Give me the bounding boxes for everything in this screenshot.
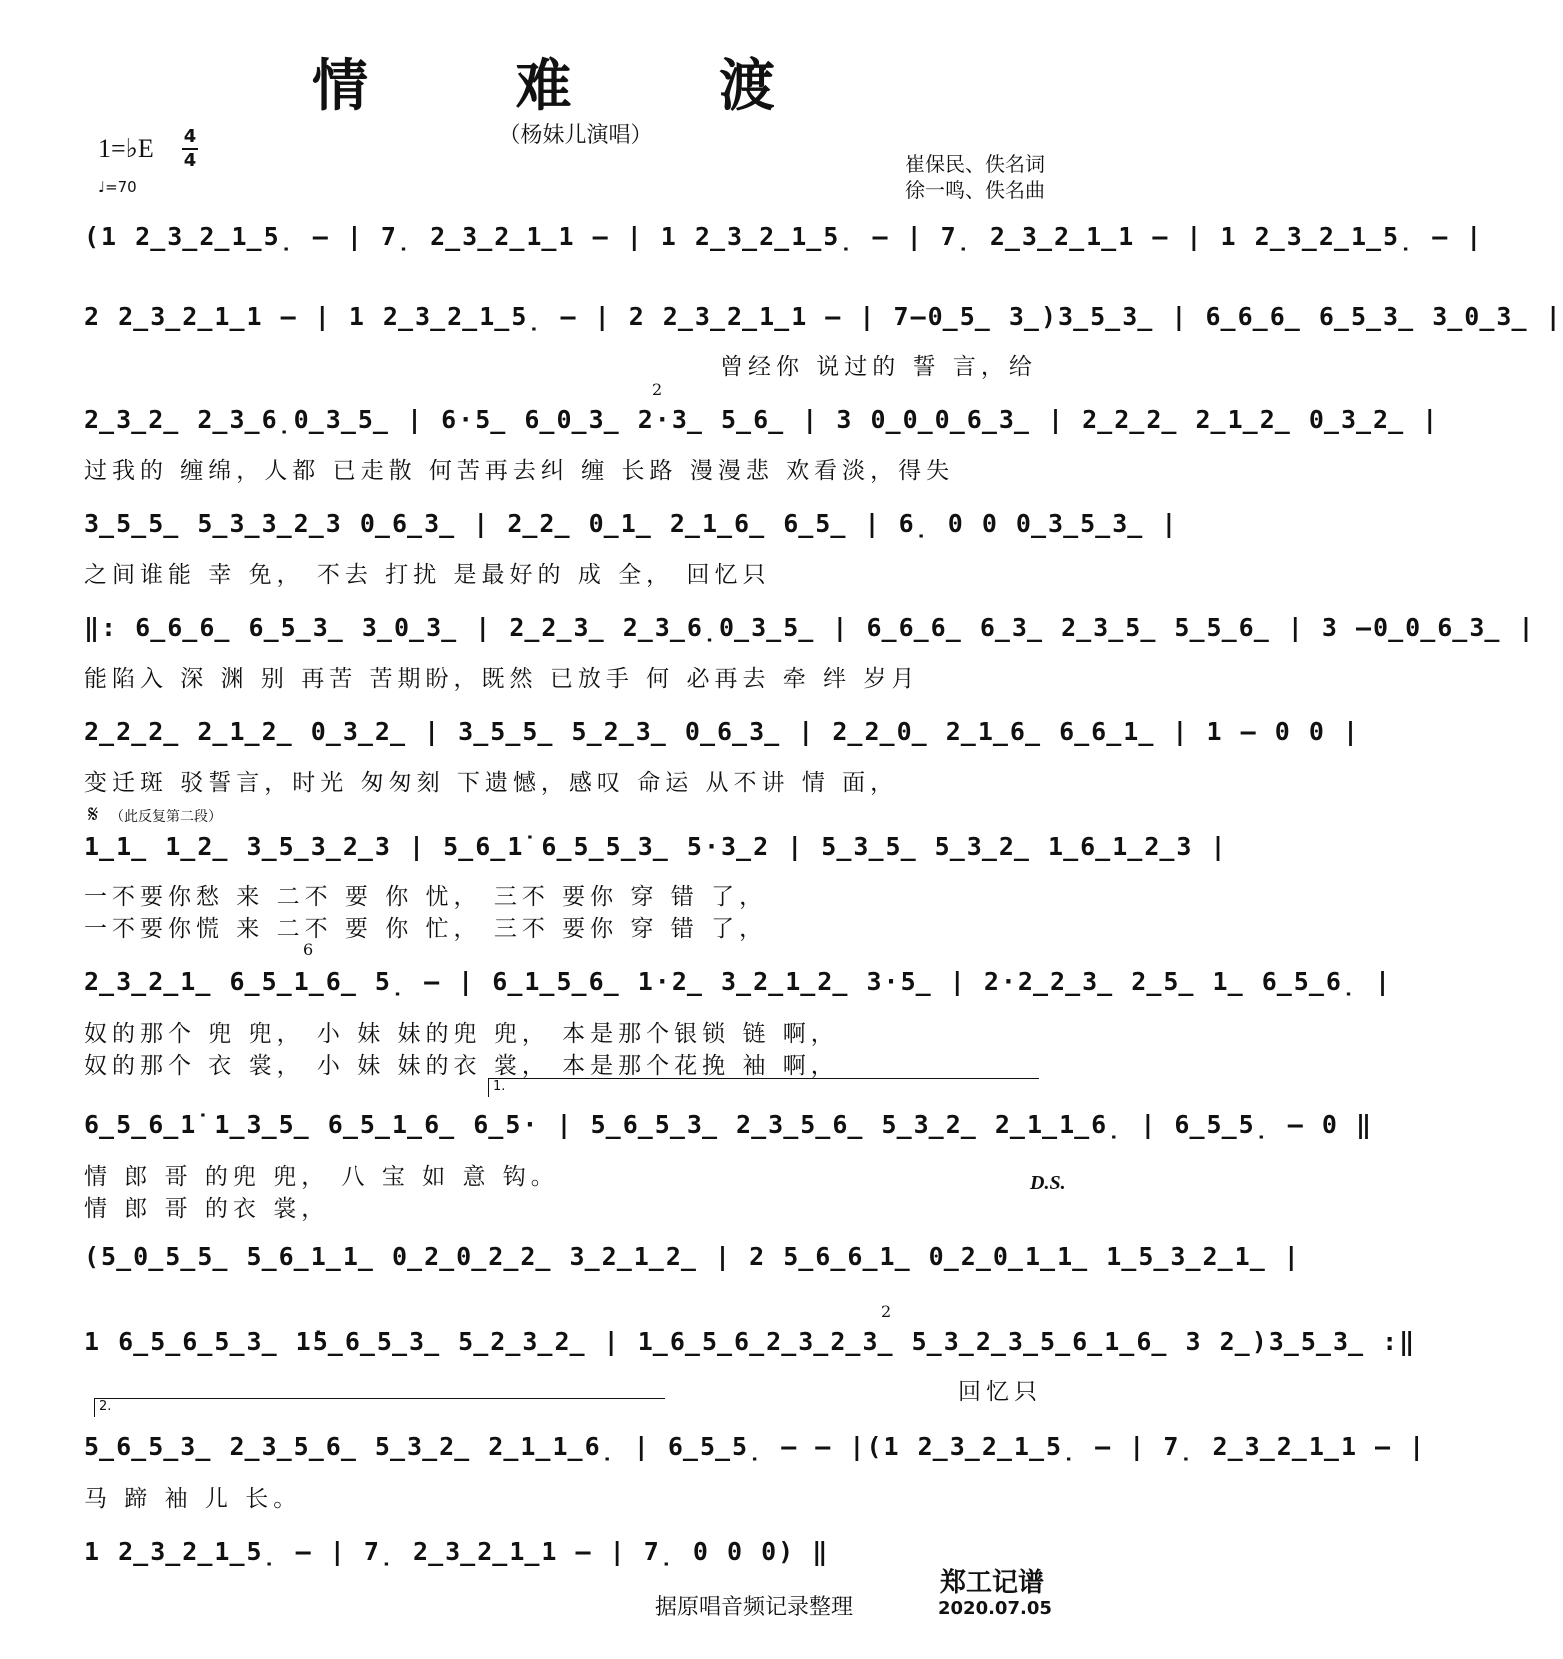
staff-row: 2̲3̲2̲ 2̲3̲6̣0̲3̲5̲ | 6·5̲ 6̲0̲3̲ 2·3̲ 5̲6̲ | 3 0̲0̲0̲6̲3̲ | 2̲2̲2̲ 2̲1̲2̲ 0̲3̲2̲ |: [84, 404, 1440, 434]
staff-row: ‖: 6̲6̲6̲ 6̲5̲3̲ 3̲0̲3̲ | 2̲2̲3̲ 2̲3̲6̣0̲3̲5̲ | 6̲6̲6̲ 6̲3̲ 2̲3̲5̲ 5̲5̲6̲ | 3 –0̲0̲6̲3̲ |: [84, 612, 1536, 642]
staff-row: 3̲5̲5̲ 5̲3̲3̲2̲3 0̲6̲3̲ | 2̲2̲ 0̲1̲ 2̲1̲6̲ 6̲5̲ | 6̣ 0 0 0̲3̲5̲3̲ |: [84, 508, 1179, 538]
recorder-name: 郑工记谱: [940, 1568, 1045, 1598]
staff-row: (5̲0̲5̲5̲ 5̲6̲1̲1̲ 0̲2̲0̲2̲2̲ 3̲2̲1̲2̲ | 2 5̲6̲6̲1̲ 0̲2̲0̲1̲1̲ 1̲5̲3̲2̲1̲ |: [84, 1241, 1301, 1271]
breath-mark: 2: [652, 380, 663, 399]
lyric-line: 一不要你慌 来 二不 要 你 忙， 三不 要你 穿 错 了，: [84, 916, 768, 942]
staff-row: 5̲6̲5̲3̲ 2̲3̲5̲6̲ 5̲3̲2̲ 2̲1̲1̲6̣ | 6̲5̲5̣ – – |(1 2̲3̲2̲1̲5̣ – | 7̣ 2̲3̲2̲1̲1 – |: [84, 1431, 1427, 1461]
staff-row: 2 2̲3̲2̲1̲1 – | 1 2̲3̲2̲1̲5̣ – | 2 2̲3̲2̲1̲1 – | 7–0̲5̲ 3̲)3̲5̲3̲ | 6̲6̲6̲ 6̲5̲3̲ 3̲0̲3̲ |: [84, 301, 1563, 331]
lyric-line: 马 蹄 袖 儿 长。: [84, 1486, 302, 1512]
volta-bracket-2: [94, 1398, 665, 1417]
lyric-line: 曾经你 说过的 誓 言，给: [720, 354, 1037, 380]
meter-top: 4: [183, 126, 197, 147]
transcription-note: 据原唱音频记录整理: [655, 1595, 854, 1620]
lyric-line: 能陷入 深 渊 别 再苦 苦期盼，既然 已放手 何 必再去 牵 绊 岁月: [84, 666, 920, 692]
staff-row: 1̲1̲ 1̲2̲ 3̲5̲3̲2̲3 | 5̲6̲1̇ 6̲5̲5̲3̲ 5·3̲2 | 5̲3̲5̲ 5̲3̲2̲ 1̲6̲1̲2̲3 |: [84, 831, 1228, 861]
volta-bracket-1: [488, 1078, 1039, 1097]
breath-mark: 2: [881, 1302, 892, 1321]
record-date: 2020.07.05: [938, 1598, 1052, 1619]
singer-credit: （杨妹儿演唱）: [498, 123, 653, 148]
lyric-line: 奴的那个 衣 裳， 小 妹 妹的衣 裳， 本是那个花挽 袖 啊，: [84, 1053, 839, 1079]
lyric-line: 回忆只: [958, 1379, 1042, 1405]
lyric-line: 过我的 缠绵，人都 已走散 何苦再去纠 缠 长路 漫漫悲 欢看淡，得失: [84, 458, 955, 484]
staff-row: 1 2̲3̲2̲1̲5̣ – | 7̣ 2̲3̲2̲1̲1 – | 7̣ 0 0 0) ‖: [84, 1536, 830, 1566]
volta-1-label: 1.: [493, 1079, 506, 1094]
segno-icon: 𝄋: [88, 800, 99, 828]
song-title: 情 难 渡: [312, 53, 839, 119]
meter-bottom: 4: [183, 150, 197, 171]
dal-segno-mark: D.S.: [1030, 1172, 1066, 1194]
fermata-mark: 6: [303, 940, 314, 959]
lyric-line: 变迁斑 驳誓言，时光 匆匆刻 下遗憾，感叹 命运 从不讲 情 面，: [84, 770, 899, 796]
volta-2-label: 2.: [99, 1399, 112, 1414]
staff-row: 6̲5̲6̲1̇ 1̲3̲5̲ 6̲5̲1̲6̲ 6̲5· | 5̲6̲5̲3̲ 2̲3̲5̲6̲ 5̲3̲2̲ 2̲1̲1̲6̣ | 6̲5̲5̣ – 0 ‖: [84, 1109, 1374, 1139]
tempo-marking: ♩=70: [98, 178, 137, 196]
lyricist-credit: 崔保民、佚名词: [905, 152, 1045, 176]
staff-row: 2̲2̲2̲ 2̲1̲2̲ 0̲3̲2̲ | 3̲5̲5̲ 5̲2̲3̲ 0̲6̲3̲ | 2̲2̲0̲ 2̲1̲6̲ 6̲6̲1̲ | 1 – 0 0 |: [84, 716, 1360, 746]
staff-row: (1 2̲3̲2̲1̲5̣ – | 7̣ 2̲3̲2̲1̲1 – | 1 2̲3̲2̲1̲5̣ – | 7̣ 2̲3̲2̲1̲1 – | 1 2̲3̲2̲1̲5̣ – |: [84, 221, 1484, 251]
staff-row: 1 6̲5̲6̲5̲3̲ 1̇5̲6̲5̲3̲ 5̲2̲3̲2̲ | 1̲6̲5̲6̲2̲3̲2̲3̲ 5̲3̲2̲3̲5̲6̲1̲6̲ 3 2̲)3̲5̲3̲ :‖: [84, 1326, 1417, 1356]
lyric-line: 奴的那个 兜 兜， 小 妹 妹的兜 兜， 本是那个银锁 链 啊，: [84, 1021, 839, 1047]
segno-note: （此反复第二段）: [110, 809, 222, 825]
composer-credit: 徐一鸣、佚名曲: [905, 178, 1045, 202]
lyric-line: 一不要你愁 来 二不 要 你 忧， 三不 要你 穿 错 了，: [84, 884, 768, 910]
lyric-line: 情 郎 哥 的衣 裳，: [84, 1196, 330, 1222]
key-signature: 1=♭E: [98, 134, 154, 163]
time-signature: [182, 126, 198, 172]
lyric-line: 之间谁能 幸 免， 不去 打扰 是最好的 成 全， 回忆只: [84, 562, 771, 588]
lyric-line: 情 郎 哥 的兜 兜， 八 宝 如 意 钩。: [84, 1164, 559, 1190]
staff-row: 2̲3̲2̲1̲ 6̲5̲1̲6̲ 5̣ – | 6̲1̲5̲6̲ 1·2̲ 3̲2̲1̲2̲ 3·5̲ | 2·2̲2̲3̲ 2̲5̲ 1̲ 6̲5̲6̣ |: [84, 966, 1393, 996]
